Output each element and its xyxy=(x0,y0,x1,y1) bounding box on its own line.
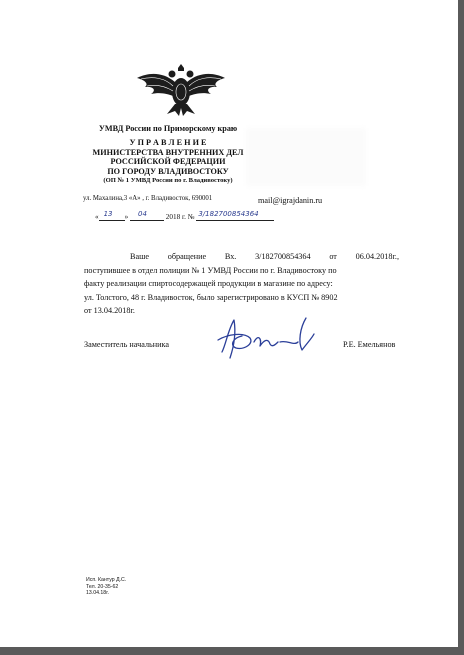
body-word: 3/182700854364 xyxy=(255,252,311,261)
body-line xyxy=(84,291,399,305)
recipient-email: mail@igrajdanin.ru xyxy=(258,196,323,205)
executor-date: 13.04.18г. xyxy=(86,590,109,597)
date-day-handwritten: 13 xyxy=(103,210,113,218)
body-word: Вх. xyxy=(224,252,237,261)
body-line xyxy=(84,250,399,264)
handwritten-signature xyxy=(214,312,334,364)
ministry-line: ПО ГОРОДУ ВЛАДИВОСТОКУ xyxy=(107,166,229,176)
ministry-line: МИНИСТЕРСТВА ВНУТРЕННИХ ДЕЛ xyxy=(92,147,244,157)
ministry-line: (ОП № 1 УМВД России по г. Владивостоку) xyxy=(103,177,233,185)
sender-address: ул. Махалина,3 «А» , г. Владивосток, 690001 xyxy=(83,195,213,202)
date-month-handwritten: 04 xyxy=(137,210,147,218)
executor-info xyxy=(86,577,126,597)
executor-phone: Тел. 20-35-62 xyxy=(86,583,119,590)
signer-title: Заместитель начальника xyxy=(84,340,170,349)
body-word: обращение xyxy=(167,252,207,261)
executor-name: Исп. Кантур Д.С. xyxy=(86,577,127,583)
date-month-blank xyxy=(130,211,164,221)
date-year: 2018 г. № xyxy=(165,213,195,221)
body-text: поступившее в отдел полиции № 1 УМВД России по г. Владивостоку по xyxy=(84,265,337,275)
reg-number-blank xyxy=(196,211,274,221)
ministry-block xyxy=(78,138,258,186)
letter-body xyxy=(84,250,399,318)
body-text: факту реализации спиртосодержащей продукции в магазине по адресу: xyxy=(84,279,333,289)
date-line xyxy=(95,211,274,221)
double-headed-eagle-emblem-icon xyxy=(135,56,227,118)
reg-number-handwritten: 3/182700854364 xyxy=(198,210,259,218)
body-text: ул. Толстого, 48 г. Владивосток, было зарегистрировано в КУСП № 8902 xyxy=(84,292,338,302)
ministry-line: У П Р А В Л Е Н И Е xyxy=(129,138,207,147)
body-line xyxy=(84,277,399,291)
body-text: от 13.04.2018г. xyxy=(84,306,135,316)
body-word: от xyxy=(329,252,337,261)
date-close-quote: » xyxy=(124,213,129,221)
department-name: УМВД России по Приморскому краю xyxy=(98,124,238,133)
body-line xyxy=(84,264,399,278)
date-open-quote: « xyxy=(95,213,99,221)
ministry-line: РОССИЙСКОЙ ФЕДЕРАЦИИ xyxy=(110,157,226,167)
body-word: Ваше xyxy=(130,252,150,261)
date-day-blank xyxy=(99,211,125,221)
signer-name: Р.Е. Емельянов xyxy=(343,340,396,349)
redacted-recipient xyxy=(246,128,366,186)
body-word: 06.04.2018г., xyxy=(355,252,399,261)
